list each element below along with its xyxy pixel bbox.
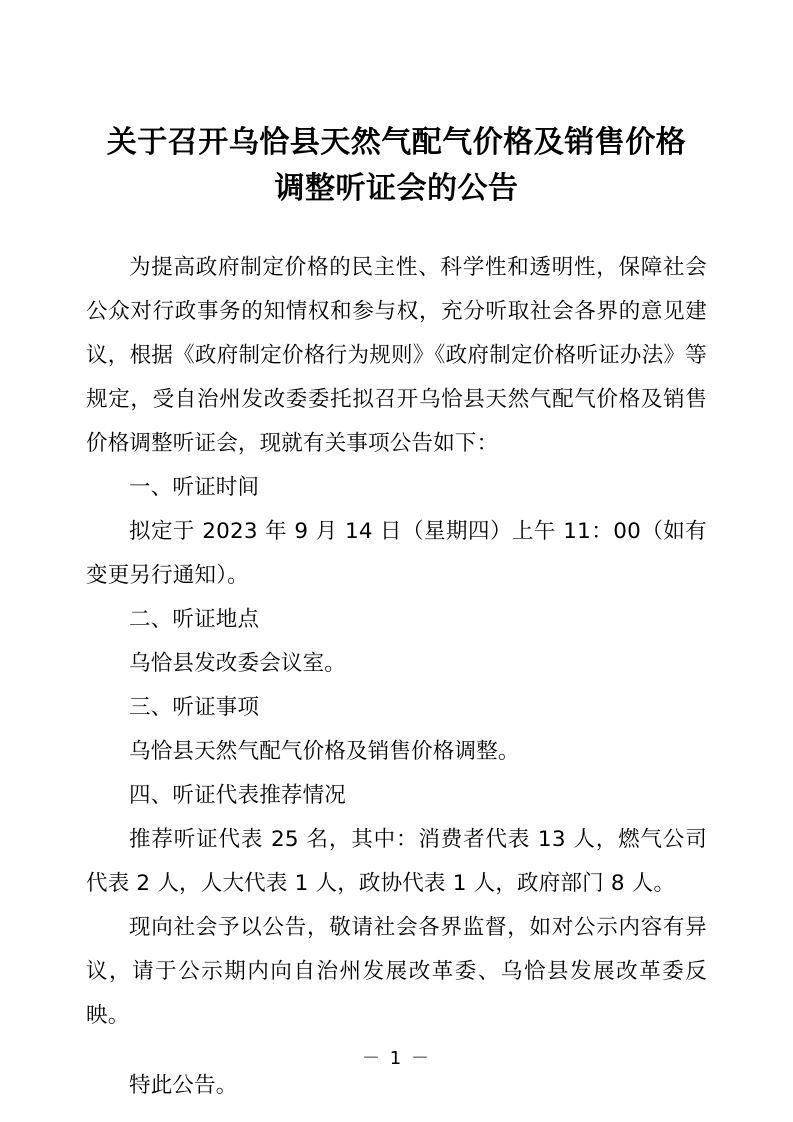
section-two-content: 乌恰县发改委会议室。 (129, 651, 347, 676)
paragraph-intro: 为提高政府制定价格的民主性、科学性和透明性，保障社会公众对行政事务的知情权和参与权，充分听取社会各界的意见建议，根据《政府制定价格行为规则》《政府制定价格听证办法》等规定，受自治州发改委委托拟召开乌恰县天然气配气价格及销售价格调整听证会，现就有关事项公告如下： (86, 255, 707, 456)
section-three-content: 乌恰县天然气配气价格及销售价格调整。 (129, 739, 520, 764)
section-heading-one: 一、听证时间 (129, 475, 260, 500)
section-heading-three: 三、听证事项 (129, 695, 260, 720)
page-number: － 1 － (362, 1048, 431, 1069)
section-one-content: 拟定于 2023 年 9 月 14 日（星期四）上午 11：00（如有变更另行通知）。 (86, 519, 707, 588)
section-four-content: 推荐听证代表 25 名，其中：消费者代表 13 人，燃气公司代表 2 人，人大代表 1 人，政协代表 1 人，政府部门 8 人。 (86, 827, 707, 896)
page-title: 关于召开乌恰县天然气配气价格及销售价格调整听证会的公告 (106, 125, 687, 206)
section-heading-two: 二、听证地点 (129, 607, 260, 632)
document-body (86, 246, 707, 1108)
section-heading-four: 四、听证代表推荐情况 (129, 783, 347, 808)
closing-statement: 特此公告。 (129, 1073, 238, 1098)
paragraph-public-notice: 现向社会予以公告，敬请社会各界监督，如对公示内容有异议，请于公示期内向自治州发展改革委、乌恰县发展改革委反映。 (86, 915, 707, 1028)
